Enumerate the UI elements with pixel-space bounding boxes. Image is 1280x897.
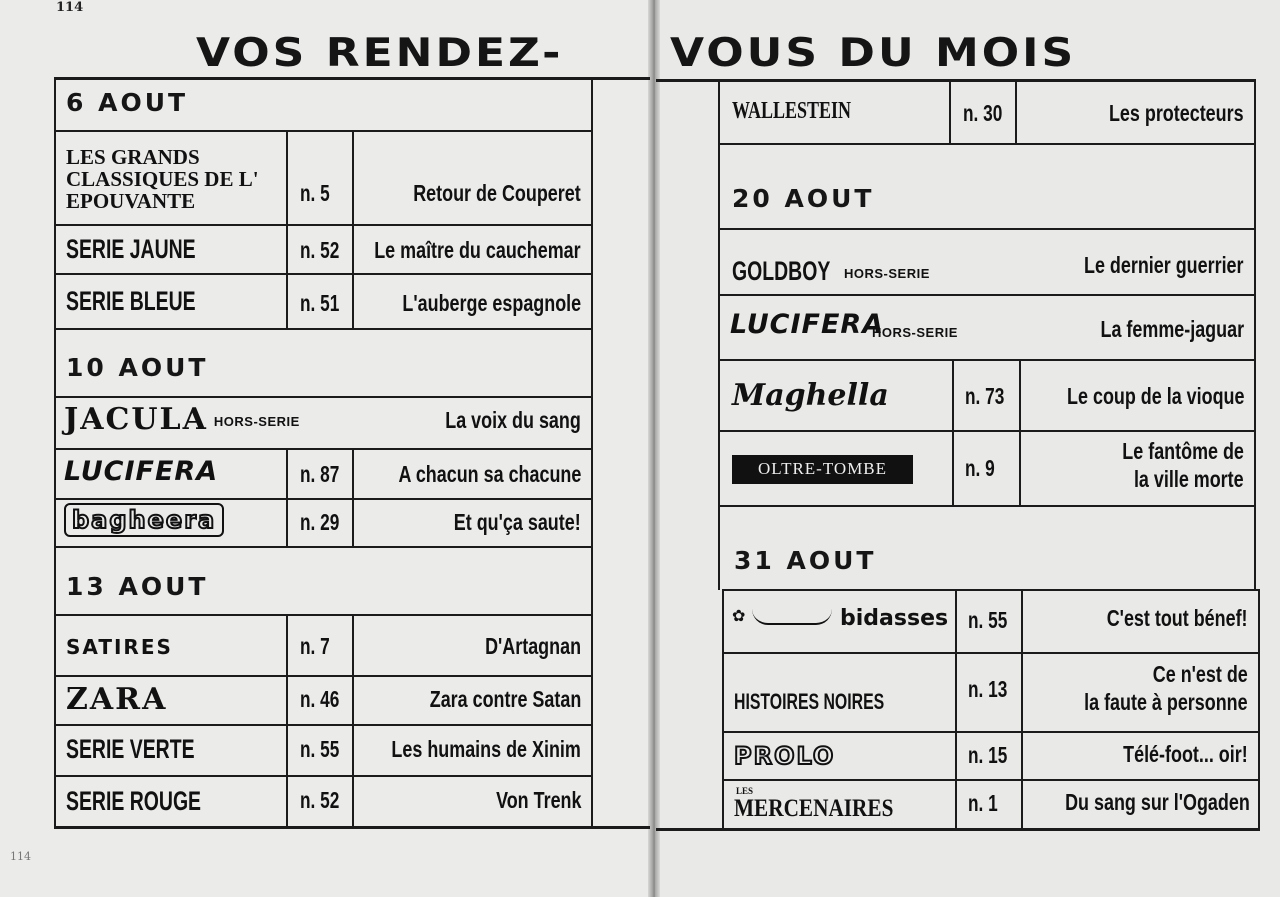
row-divider: [718, 359, 1256, 361]
row-divider: [54, 675, 593, 677]
column-divider: [286, 614, 288, 828]
series-title: SERIE BLEUE: [66, 286, 196, 316]
column-divider: [1019, 359, 1021, 505]
date-heading-20-aout: 20 AOUT: [732, 184, 875, 213]
book-gutter: [648, 0, 660, 897]
column-divider: [955, 589, 957, 830]
row-divider: [718, 505, 1256, 507]
series-title: LES GRANDS CLASSIQUES DE L' EPOUVANTE: [66, 145, 259, 213]
story-title: Le dernier guerrier: [1084, 252, 1244, 278]
series-title: GOLDBOY: [732, 256, 831, 286]
row-divider: [54, 396, 593, 398]
header-rule-right: [656, 79, 1256, 82]
column-divider: [952, 359, 954, 505]
story-title: Le coup de la vioque: [1066, 383, 1244, 409]
series-title: SERIE VERTE: [66, 734, 195, 764]
issue-number: n. 46: [300, 686, 340, 712]
row-divider: [54, 224, 593, 226]
jacula-logo: JACULA HORS-SERIE: [64, 402, 300, 437]
story-title-line2: la ville morte: [1134, 466, 1244, 492]
mercenaires-logo: MERCENAIRES: [734, 795, 894, 822]
issue-number: n. 1: [968, 790, 998, 816]
page-number: 114: [56, 0, 84, 15]
row-divider: [54, 614, 593, 616]
issue-number: n. 55: [300, 736, 340, 762]
row-divider: [54, 273, 593, 275]
row-divider: [718, 228, 1256, 230]
story-title: Du sang sur l'Ogaden: [1065, 789, 1250, 815]
column-divider: [286, 130, 288, 328]
row-divider: [54, 448, 593, 450]
bagheera-logo: bagheera: [64, 503, 224, 537]
maghella-logo: Maghella: [732, 378, 889, 413]
table-border-right: [1258, 590, 1260, 830]
row-divider: [722, 652, 1260, 654]
issue-number: n. 5: [300, 180, 330, 206]
row-divider: [722, 779, 1260, 781]
issue-number: n. 52: [300, 237, 340, 263]
story-title: A chacun sa chacune: [398, 461, 581, 487]
story-title: La voix du sang: [445, 407, 581, 433]
story-title-line1: Ce n'est de: [1152, 661, 1248, 687]
zara-logo: ZARA: [66, 682, 168, 717]
series-title: SERIE ROUGE: [66, 786, 202, 816]
story-title-line2: la faute à personne: [1084, 689, 1248, 715]
issue-number: n. 52: [300, 787, 340, 813]
row-divider: [722, 589, 1260, 591]
footer-rule-right: [656, 828, 1260, 831]
issue-number: n. 29: [300, 509, 340, 535]
issue-number: n. 51: [300, 290, 340, 316]
script-flourish: [752, 609, 832, 625]
column-divider: [352, 614, 354, 828]
row-divider: [54, 498, 593, 500]
oltre-tombe-logo: OLTRE-TOMBE: [732, 455, 913, 484]
row-divider: [718, 143, 1256, 145]
story-title: Les humains de Xinim: [391, 736, 581, 762]
row-divider: [722, 731, 1260, 733]
column-divider: [949, 82, 951, 143]
issue-number: n. 13: [968, 676, 1008, 702]
flower-icon: ✿: [732, 606, 746, 625]
issue-number: n. 73: [965, 383, 1005, 409]
page-number-bottom: 114: [10, 850, 31, 863]
story-title: D'Artagnan: [485, 633, 581, 659]
story-title: Télé-foot... oir!: [1123, 741, 1248, 767]
series-title: HISTOIRES NOIRES: [734, 689, 885, 714]
date-heading-10-aout: 10 AOUT: [66, 353, 209, 382]
bidasses-logo: bidasses: [840, 606, 949, 631]
lucifera-logo: LUCIFERA: [64, 456, 219, 487]
story-title: Retour de Couperet: [413, 180, 581, 206]
issue-number: n. 9: [965, 455, 995, 481]
row-divider: [54, 724, 593, 726]
row-divider: [54, 546, 593, 548]
story-title-line1: Le fantôme de: [1122, 438, 1244, 464]
lucifera-logo: LUCIFERA: [730, 309, 885, 340]
row-divider: [718, 430, 1256, 432]
column-divider: [352, 448, 354, 546]
hors-serie-tag: HORS-SERIE: [844, 266, 930, 281]
issue-number: n. 30: [963, 100, 1003, 126]
row-divider: [54, 775, 593, 777]
story-title: Le maître du cauchemar: [374, 237, 581, 263]
date-heading-31-aout: 31 AOUT: [734, 546, 877, 575]
story-title: Zara contre Satan: [429, 686, 581, 712]
issue-number: n. 55: [968, 607, 1008, 633]
prolo-logo: PROLO: [734, 742, 836, 770]
hors-serie-tag: HORS-SERIE: [872, 325, 958, 340]
hors-serie-tag: HORS-SERIE: [213, 413, 300, 429]
row-divider: [54, 328, 593, 330]
date-heading-13-aout: 13 AOUT: [66, 572, 209, 601]
date-heading-6-aout: 6 AOUT: [66, 88, 189, 117]
story-title: L'auberge espagnole: [402, 290, 581, 316]
column-divider: [1015, 82, 1017, 143]
table-border-left: [718, 82, 720, 590]
story-title: C'est tout bénef!: [1107, 605, 1248, 631]
row-divider: [718, 294, 1256, 296]
column-divider: [352, 130, 354, 328]
story-title: La femme-jaguar: [1100, 316, 1244, 342]
wallestein-logo: WALLESTEIN: [732, 98, 852, 124]
column-divider: [286, 448, 288, 546]
headline-right: VOUS DU MOIS: [670, 30, 1077, 76]
story-title: Et qu'ça saute!: [454, 509, 581, 535]
issue-number: n. 87: [300, 461, 340, 487]
story-title: Von Trenk: [495, 787, 581, 813]
issue-number: n. 7: [300, 633, 330, 659]
series-title-prefix: LES: [736, 786, 754, 796]
table-border-left: [722, 590, 724, 830]
row-divider: [54, 130, 593, 132]
story-title: Les protecteurs: [1109, 100, 1244, 126]
issue-number: n. 15: [968, 742, 1008, 768]
series-title: SATIRES: [66, 635, 173, 659]
headline-left: VOS RENDEZ-: [196, 30, 564, 76]
table-border-right: [1254, 82, 1256, 590]
column-divider: [1021, 589, 1023, 830]
series-title: SERIE JAUNE: [66, 234, 196, 264]
